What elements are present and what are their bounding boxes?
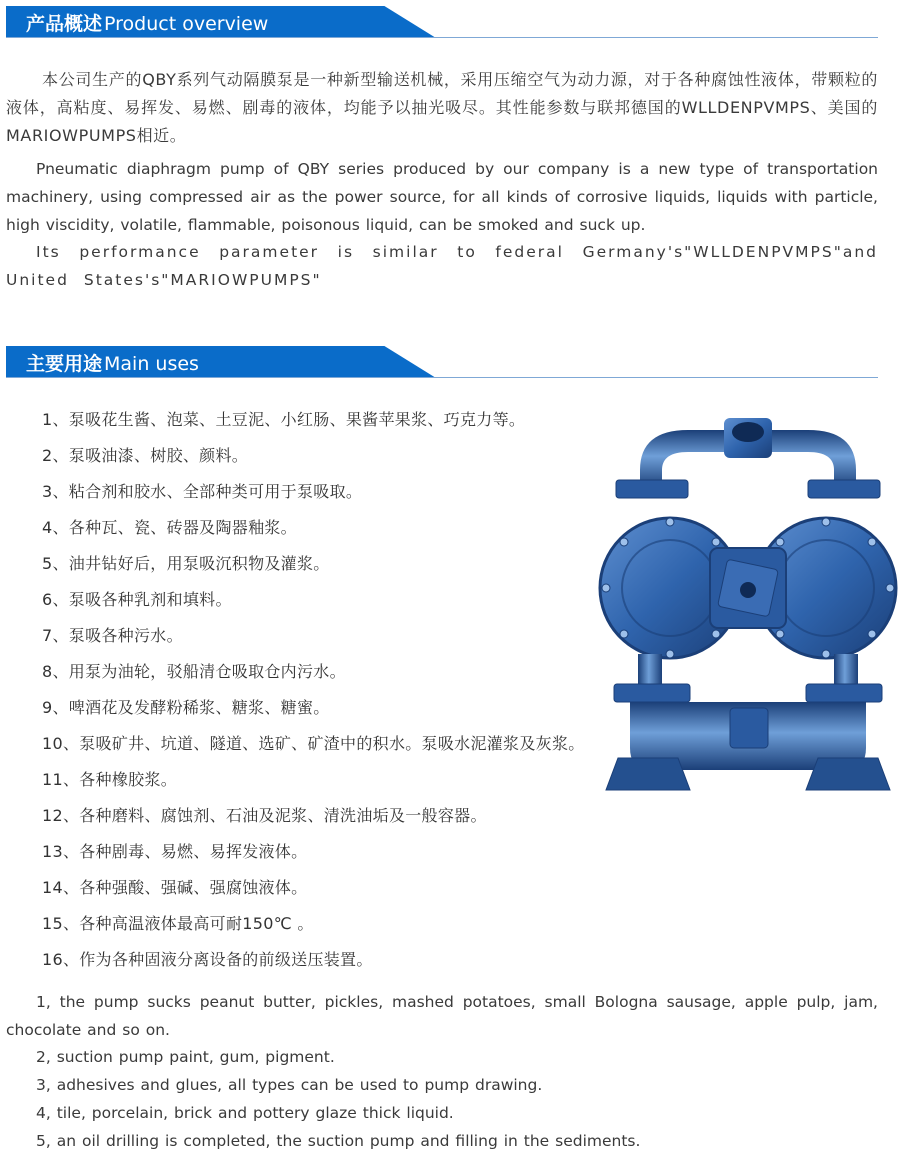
list-item: 12、各种磨料、腐蚀剂、石油及泥浆、清洗油垢及一般容器。 [42, 806, 487, 825]
list-item: 5、油井钻好后，用泵吸沉积物及灌浆。 [42, 554, 330, 573]
list-item: 10、泵吸矿井、坑道、隧道、选矿、矿渣中的积水。泵吸水泥灌浆及灰浆。 [42, 734, 585, 753]
list-item: 13、各种剧毒、易燃、易挥发液体。 [42, 842, 308, 861]
list-item: 2、泵吸油漆、树胶、颜料。 [42, 446, 249, 465]
header-rule [6, 37, 878, 38]
list-item: 4、各种瓦、瓷、砖器及陶器釉浆。 [42, 518, 297, 537]
section-header-overview [6, 6, 878, 38]
list-item: 14、各种强酸、强碱、强腐蚀液体。 [42, 878, 308, 897]
list-item: 6、泵吸各种乳剂和填料。 [42, 590, 232, 609]
overview-paragraph-en-2: Its performance parameter is similar to federal Germany's"WLLDENPVMPS"and United States's"MARIOWPUMPS" [6, 243, 878, 289]
uses-en-item: 1, the pump sucks peanut butter, pickles, mashed potatoes, small Bologna sausage, apple pulp, jam, chocolate and so on. [6, 993, 878, 1039]
uses-en-item: 4, tile, porcelain, brick and pottery glaze thick liquid. [36, 1104, 454, 1122]
list-item: 3、粘合剂和胶水、全部种类可用于泵吸取。 [42, 482, 363, 501]
header-rule [6, 377, 878, 378]
section-title-en: Product overview [104, 13, 269, 35]
list-item: 15、各种高温液体最高可耐150℃ 。 [42, 914, 314, 933]
uses-en-item: 3, adhesives and glues, all types can be used to pump drawing. [36, 1076, 543, 1094]
diaphragm-pump-image [598, 418, 898, 808]
section-title [26, 349, 199, 376]
uses-en-item: 2, suction pump paint, gum, pigment. [36, 1048, 335, 1066]
section-title-cn: 主要用途 [26, 353, 103, 375]
overview-paragraph-en: Pneumatic diaphragm pump of QBY series produced by our company is a new type of transportation machinery, using compressed air as the power source, for all kinds of corrosive liquids, liquids with particle, high viscidity, volatile, flammable, poisonous liquid, can be smoked and suck up. [6, 160, 878, 234]
list-item: 11、各种橡胶浆。 [42, 770, 178, 789]
list-item: 9、啤酒花及发酵粉稀浆、糖浆、糖蜜。 [42, 698, 330, 717]
section-title-cn: 产品概述 [26, 13, 103, 35]
section-title-en: Main uses [104, 353, 199, 375]
uses-en-item: 5, an oil drilling is completed, the suction pump and filling in the sediments. [36, 1132, 641, 1150]
section-header-uses [6, 346, 878, 378]
section-title [26, 9, 268, 36]
list-item: 7、泵吸各种污水。 [42, 626, 183, 645]
list-item: 16、作为各种固液分离设备的前级送压装置。 [42, 950, 373, 969]
list-item: 1、泵吸花生酱、泡菜、土豆泥、小红肠、果酱苹果浆、巧克力等。 [42, 410, 526, 429]
list-item: 8、用泵为油轮，驳船清仓吸取仓内污水。 [42, 662, 346, 681]
overview-paragraph-cn: 本公司生产的QBY系列气动隔膜泵是一种新型输送机械，采用压缩空气为动力源，对于各种腐蚀性液体，带颗粒的液体，高粘度、易挥发、易燃、剧毒的液体，均能予以抽光吸尽。其性能参数与联邦德国的WLLDENPVMPS、美国的MARIOWPUMPS相近。 [6, 70, 878, 145]
uses-list [42, 402, 662, 978]
